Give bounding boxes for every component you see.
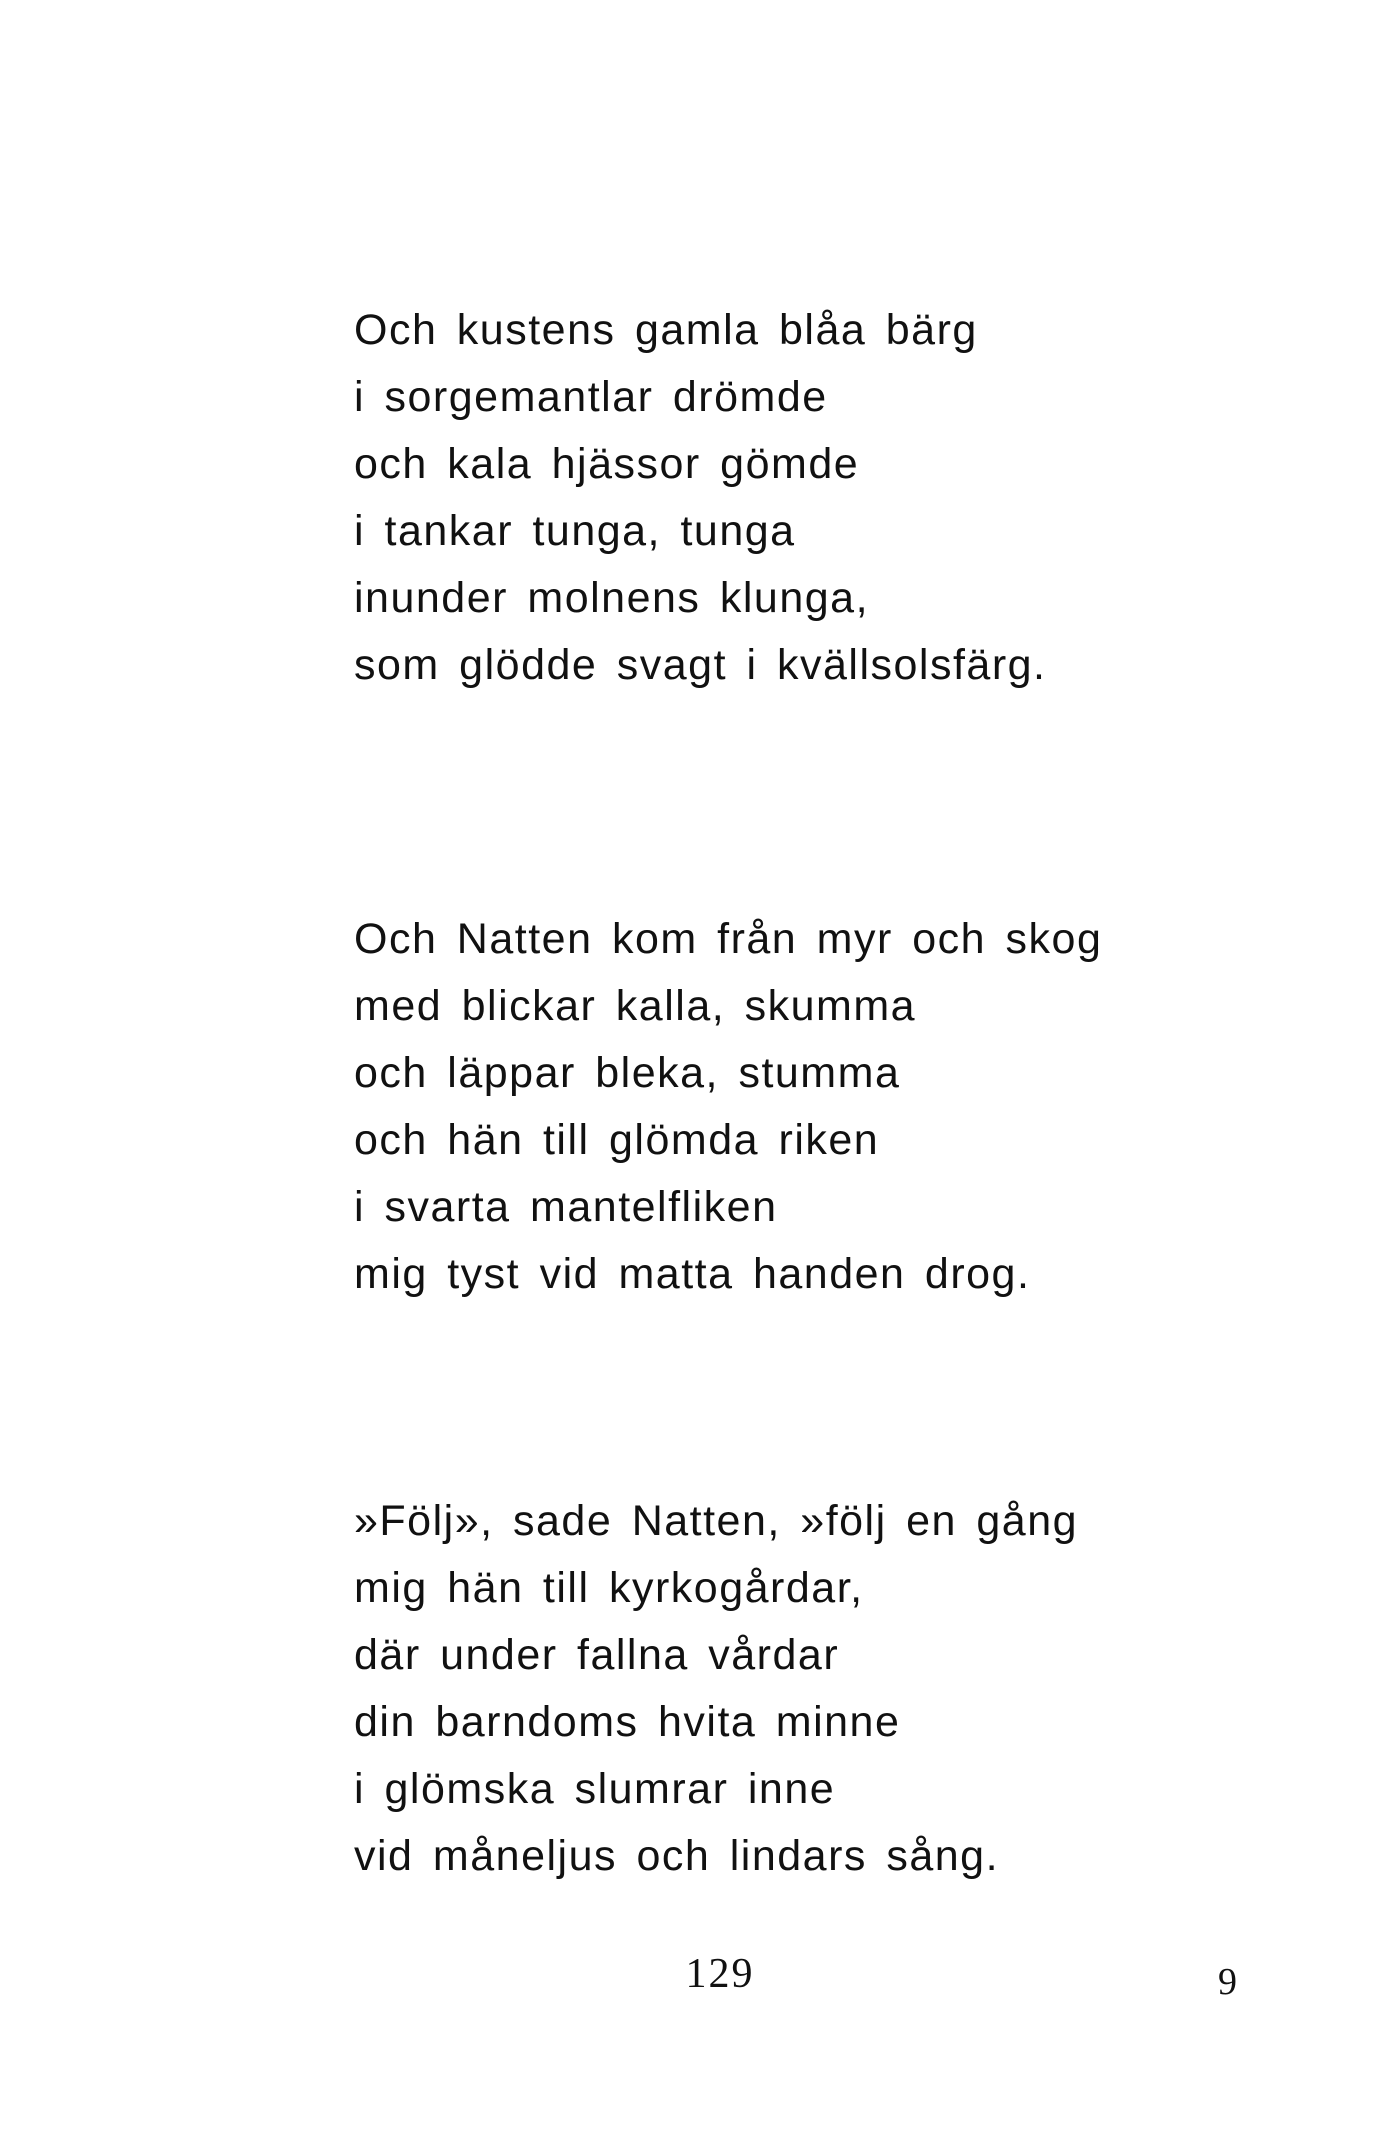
poem-line: i svarta mantelfliken (354, 1183, 778, 1231)
poem-line: »Följ», sade Natten, »följ en gång (354, 1497, 1079, 1545)
poem-line: i sorgemantlar drömde (354, 373, 828, 421)
poem-line: med blickar kalla, skumma (354, 982, 917, 1030)
poem-line: och hän till glömda riken (354, 1116, 880, 1164)
poem-line: där under fallna vårdar (354, 1631, 840, 1679)
stanza (354, 1488, 1078, 1890)
signature-mark: 9 (1218, 1961, 1237, 2003)
poem-line: mig tyst vid matta handen drog. (354, 1250, 1031, 1298)
stanza (354, 297, 1047, 699)
poem-line: i tankar tunga, tunga (354, 507, 796, 555)
poem-line: inunder molnens klunga, (354, 574, 870, 622)
poem-line: Och kustens gamla blåa bärg (354, 306, 978, 354)
poem-line: Och Natten kom från myr och skog (354, 915, 1103, 963)
poem-line: din barndoms hvita minne (354, 1698, 901, 1746)
poem-line: i glömska slumrar inne (354, 1765, 836, 1813)
poem-line: mig hän till kyrkogårdar, (354, 1564, 864, 1612)
page-number: 129 (685, 1951, 755, 1997)
poem-line: och läppar bleka, stumma (354, 1049, 901, 1097)
poem-line: vid måneljus och lindars sång. (354, 1832, 1000, 1880)
stanza (354, 906, 1102, 1308)
poem-line: och kala hjässor gömde (354, 440, 860, 488)
poem-line: som glödde svagt i kvällsolsfärg. (354, 641, 1047, 689)
